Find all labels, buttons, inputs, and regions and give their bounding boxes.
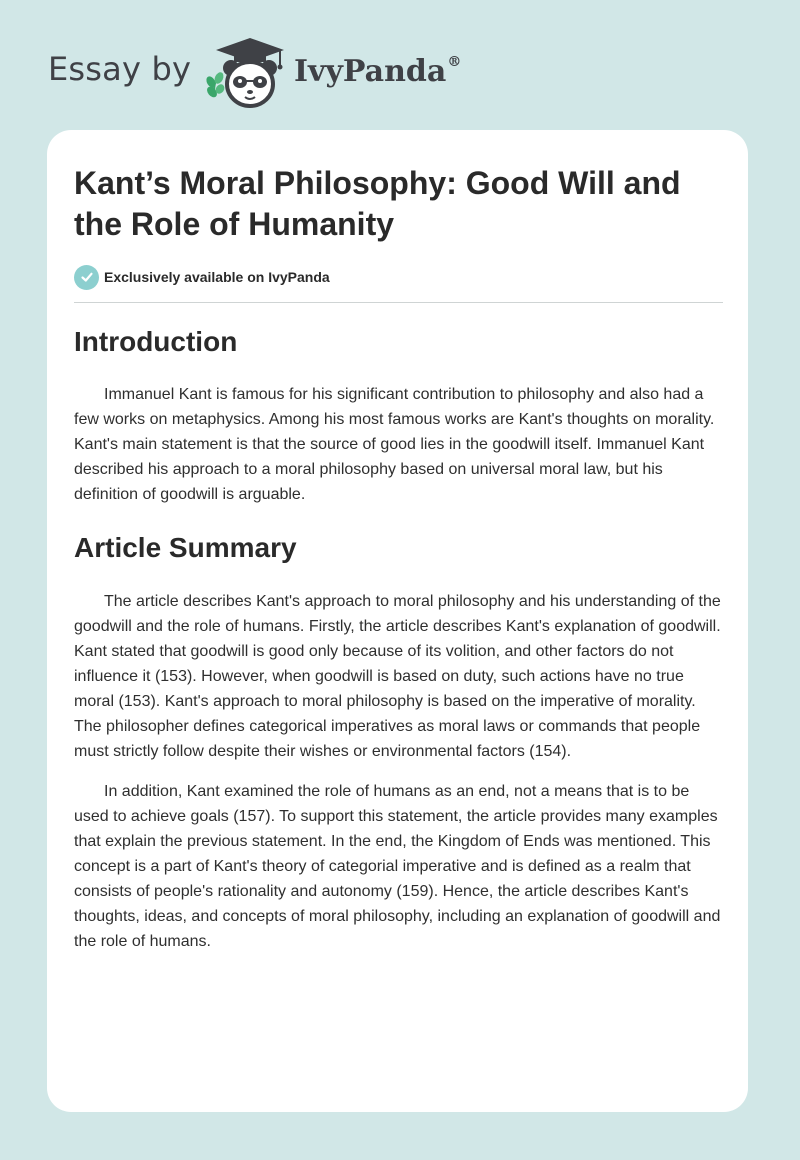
checkmark-icon (74, 265, 99, 290)
exclusive-badge (74, 264, 330, 290)
paragraph: The article describes Kant's approach to moral philosophy and his understanding of the goodwill and the role of humans. Firstly, the article describes Kant's explanation of goodwill. Kant stated that goodwill is good only because of its volition, and other factors do not influence it (153). However, when goodwill is based on duty, such actions have no true moral (153). Kant's approach to moral philosophy is based on the imperative of morality. The philosopher defines categorical imperatives as moral laws or commands that people must strictly follow despite their wishes or environmental factors (154). (74, 593, 721, 760)
essay-title: Kant’s Moral Philosophy: Good Will and the Role of Humanity (74, 165, 681, 242)
paragraph: Immanuel Kant is famous for his significant contribution to philosophy and also had a few works on metaphysics. Among his most famous works are Kant's thoughts on morality. Kant's main statement is that the source of good lies in the goodwill itself. Immanuel Kant described his approach to a moral philosophy based on universal moral law, but his definition of goodwill is arguable. (74, 386, 715, 503)
section-heading-introduction: Introduction (74, 326, 238, 357)
leaf-icon (205, 71, 227, 99)
brand-name[interactable]: IvyPanda® (294, 54, 462, 89)
essay-by-label: Essay by (48, 50, 192, 88)
site-header (48, 34, 508, 114)
title-divider (74, 302, 723, 303)
essay-card (47, 130, 748, 1112)
section-heading-article-summary: Article Summary (74, 532, 297, 563)
registered-mark: ® (447, 54, 462, 70)
exclusive-badge-text: Exclusively available on IvyPanda (104, 269, 330, 285)
essay-body (74, 324, 724, 954)
panda-graduate-icon (200, 34, 292, 110)
paragraph: In addition, Kant examined the role of humans as an end, not a means that is to be used to achieve goals (157). To support this statement, the article provides many examples that explain the previous statement. In the end, the Kingdom of Ends was mentioned. This concept is a part of Kant's theory of categorial imperative and is defined as a realm that consists of people's rationality and autonomy (159). Hence, the article describes Kant's thoughts, ideas, and concepts of moral philosophy, including an explanation of goodwill and the role of humans. (74, 783, 721, 950)
